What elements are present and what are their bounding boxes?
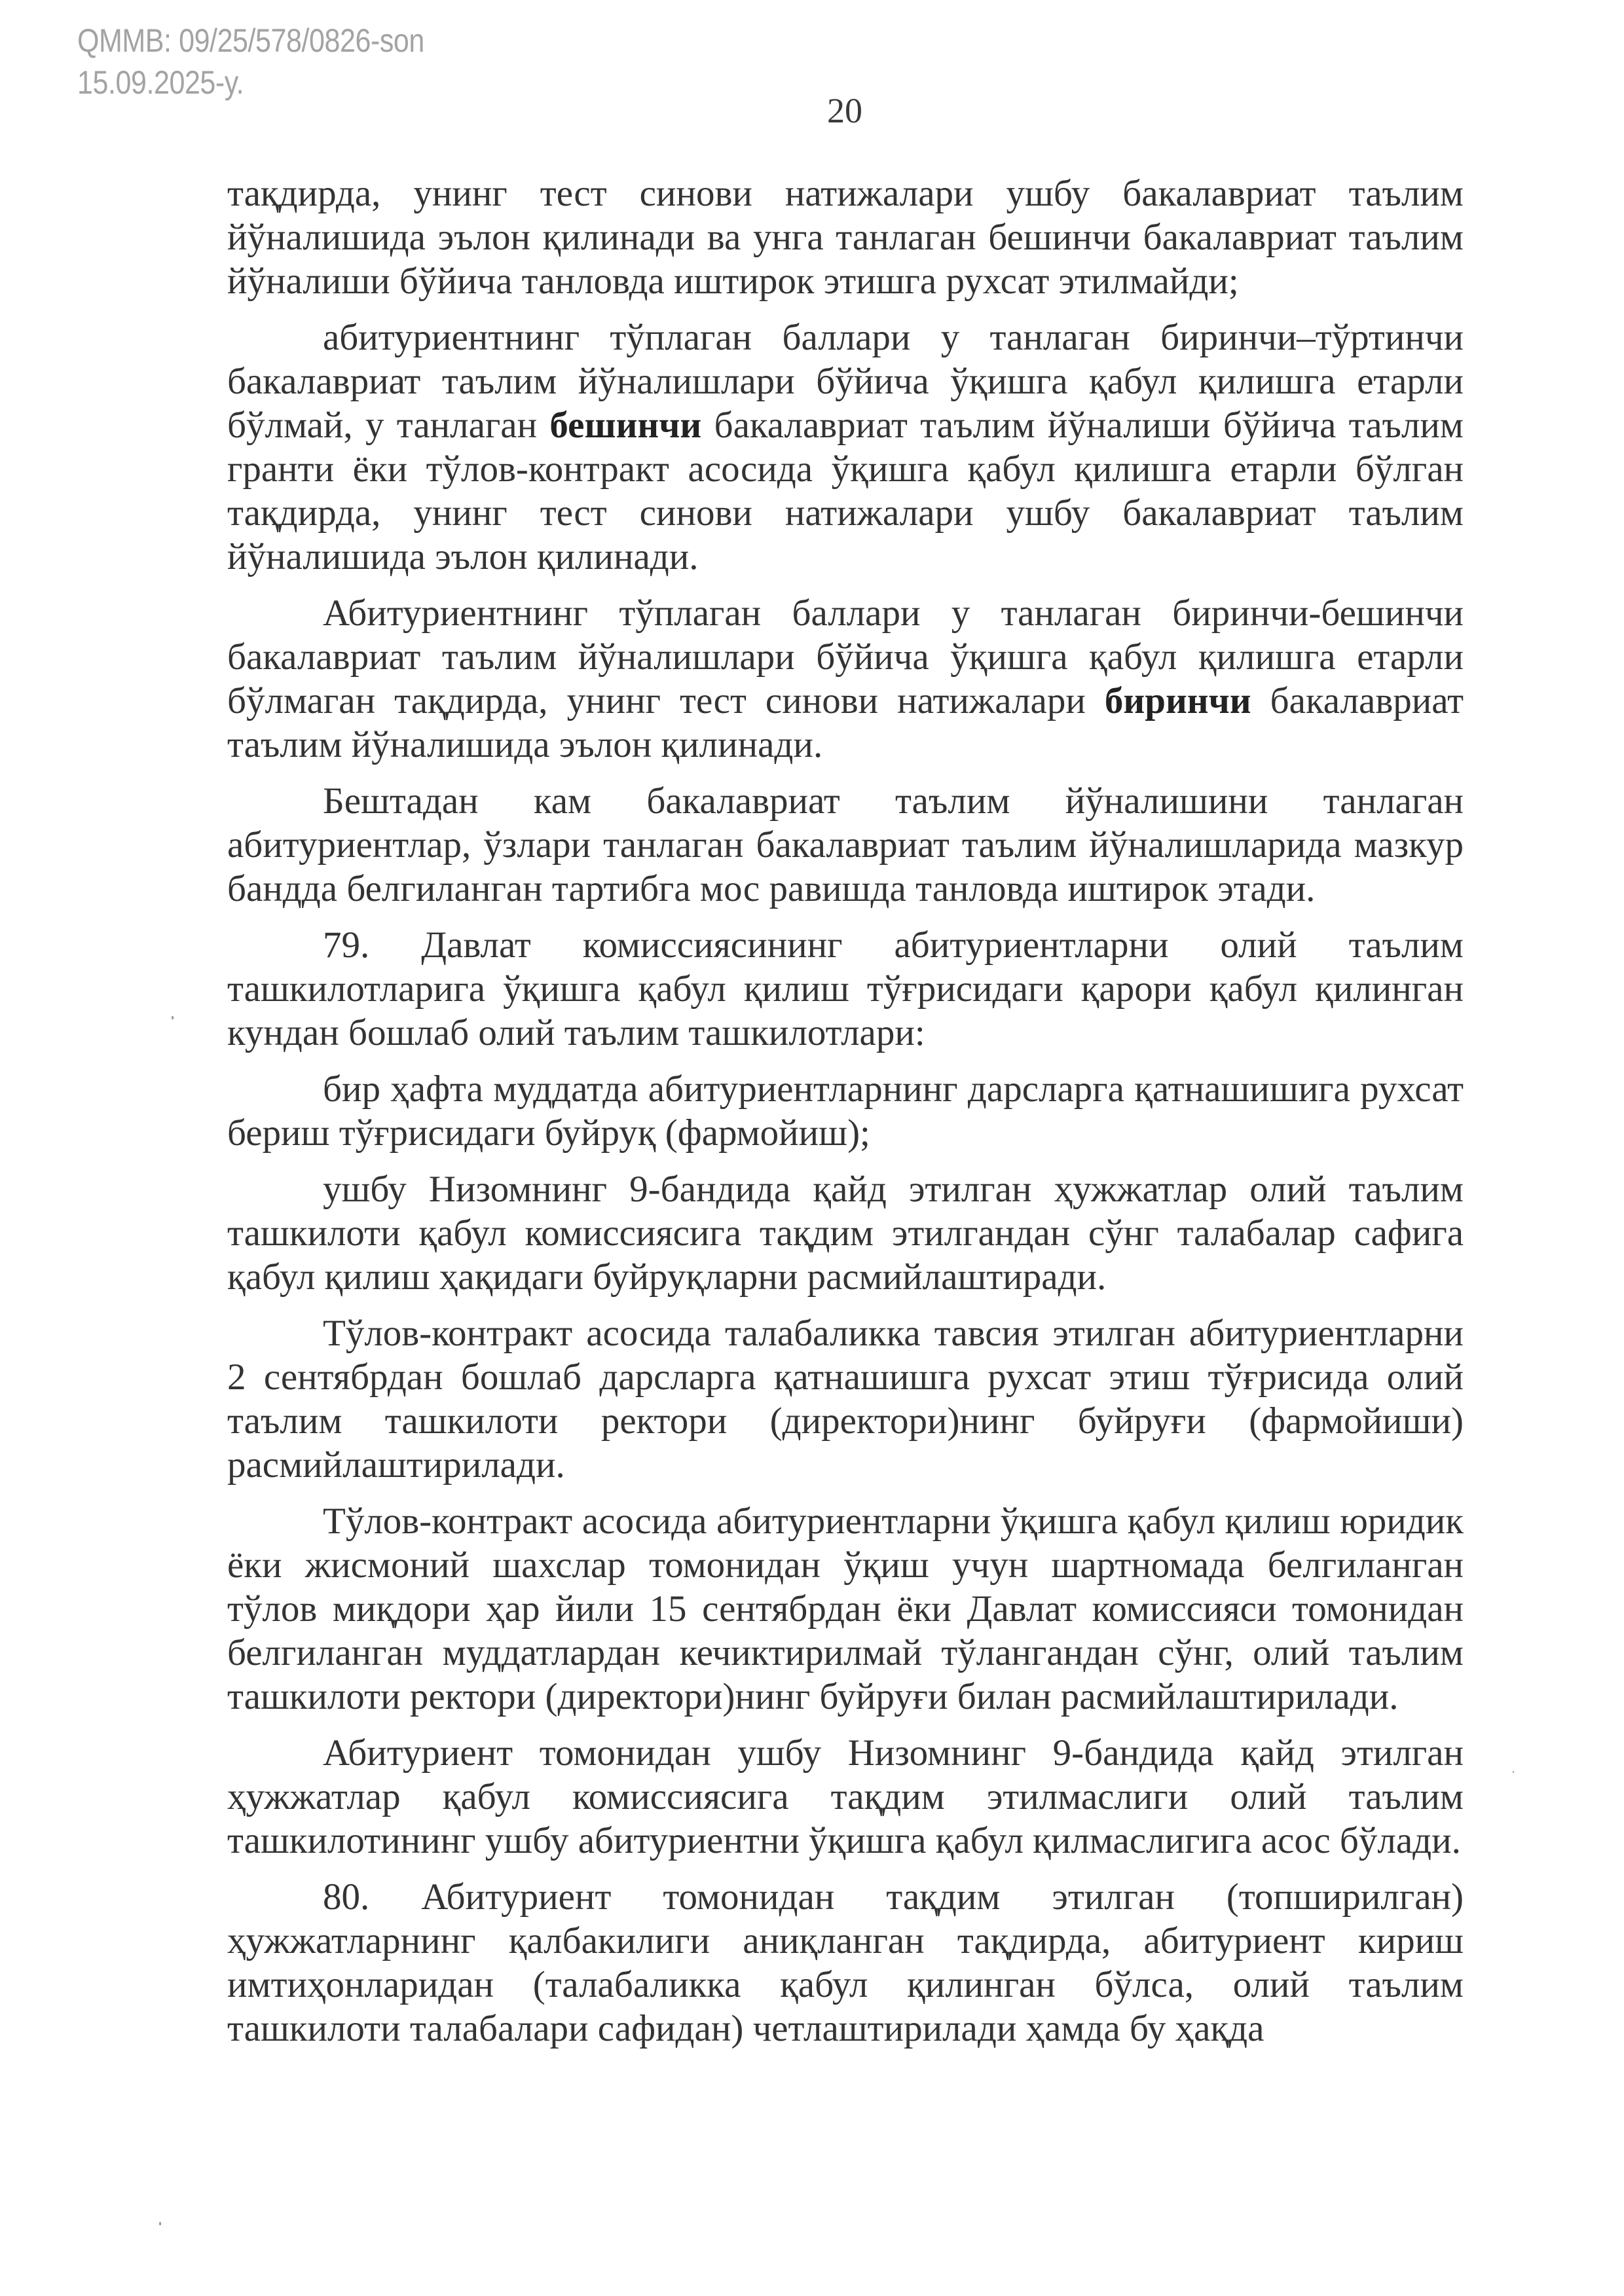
- paragraph: [227, 172, 1464, 303]
- paragraph: [227, 779, 1464, 911]
- registration-date: 15.09.2025-y.: [77, 64, 244, 101]
- text-segment: Тўлов-контракт асосида талабаликка тавсия этилган абитуриентларни 2 сентябрдан бошлаб дарсларга қатнашишга рухсат этиш тўғрисида олий таълим ташкилоти ректори (директори)нинг буйруғи (фармойиши) расмийлаштирилади.: [227, 1313, 1464, 1485]
- text-segment: Тўлов-контракт асосида абитуриентларни ўқишга қабул қилиш юридик ёки жисмоний шахслар томонидан ўқиш учун шартномада белгиланган тўлов миқдори ҳар йили 15 сентябрдан ёки Давлат комиссияси томонидан белгиланган муддатлардан кечиктирилмай тўлангандан сўнг, олий таълим ташкилоти ректори (директори)нинг буйруғи билан расмийлаштирилади.: [227, 1501, 1464, 1717]
- paragraph: [227, 591, 1464, 767]
- paragraph: [227, 1731, 1464, 1863]
- paragraph: [227, 1167, 1464, 1299]
- bold-emphasis: бешинчи: [549, 405, 702, 446]
- text-segment: Абитуриентнинг тўплаган баллари у танлаган биринчи-бешинчи бакалавриат таълим йўналишлари бўйича ўқишга қабул қилишга етарли бўлмаган тақдирда, унинг тест синови натижалари: [227, 592, 1464, 721]
- scan-speck: [159, 2222, 161, 2225]
- paragraph: [227, 1499, 1464, 1719]
- document-body: [227, 172, 1464, 2063]
- text-segment: 79. Давлат комиссиясининг абитуриентларни олий таълим ташкилотларига ўқишга қабул қилиш тўғрисидаги қарори қабул қилинган кундан бошлаб олий таълим ташкилотлари:: [227, 924, 1464, 1053]
- page-number: 20: [827, 91, 862, 130]
- bold-emphasis: биринчи: [1104, 680, 1251, 721]
- text-segment: абитуриентнинг тўплаган баллари у танлаган биринчи–тўртинчи бакалавриат таълим йўналишлари бўйича ўқишга қабул қилишга етарли бўлмай, у танлаган: [227, 317, 1464, 446]
- text-segment: бир ҳафта муддатда абитуриентларнинг дарсларга қатнашишига рухсат бериш тўғрисидаги буйруқ (фармойиш);: [227, 1068, 1464, 1154]
- text-segment: Бештадан кам бакалавриат таълим йўналишини танлаган абитуриентлар, ўзлари танлаган бакалавриат таълим йўналишларида мазкур бандда белгиланган тартибга мос равишда танловда иштирок этади.: [227, 780, 1464, 909]
- paragraph: [227, 1067, 1464, 1155]
- scan-speck: [172, 1016, 174, 1019]
- text-segment: 80. Абитуриент томонидан тақдим этилган (топширилган) ҳужжатларнинг қалбакилиги аниқланган тақдирда, абитуриент кириш имтиҳонларидан (талабаликка қабул қилинган бўлса, олий таълим ташкилоти талабалари сафидан) четлаштирилади ҳамда бу ҳақда: [227, 1876, 1464, 2049]
- text-segment: бакалавриат таълим йўналишида эълон қилинади.: [227, 680, 1464, 765]
- scan-speck: [1513, 1771, 1514, 1773]
- text-segment: Абитуриент томонидан ушбу Низомнинг 9-бандида қайд этилган ҳужжатлар қабул комиссиясига тақдим этилмаслиги олий таълим ташкилотининг ушбу абитуриентни ўқишга қабул қилмаслигига асос бўлади.: [227, 1732, 1464, 1861]
- text-segment: тақдирда, унинг тест синови натижалари ушбу бакалавриат таълим йўналишида эълон қилинади ва унга танлаган бешинчи бакалавриат таълим йўналиши бўйича танловда иштирок этишга рухсат этилмайди;: [227, 173, 1464, 302]
- registration-number: QMMB: 09/25/578/0826-son: [77, 22, 424, 59]
- paragraph: [227, 1875, 1464, 2050]
- paragraph: [227, 316, 1464, 579]
- paragraph: [227, 1311, 1464, 1487]
- paragraph: [227, 923, 1464, 1055]
- text-segment: ушбу Низомнинг 9-бандида қайд этилган ҳужжатлар олий таълим ташкилоти қабул комиссиясига тақдим этилгандан сўнг талабалар сафига қабул қилиш ҳақидаги буйруқларни расмийлаштиради.: [227, 1169, 1464, 1298]
- text-segment: бакалавриат таълим йўналиши бўйича таълим гранти ёки тўлов-контракт асосида ўқишга қабул қилишга етарли бўлган тақдирда, унинг тест синови натижалари ушбу бакалавриат таълим йўналишида эълон қилинади.: [227, 405, 1464, 577]
